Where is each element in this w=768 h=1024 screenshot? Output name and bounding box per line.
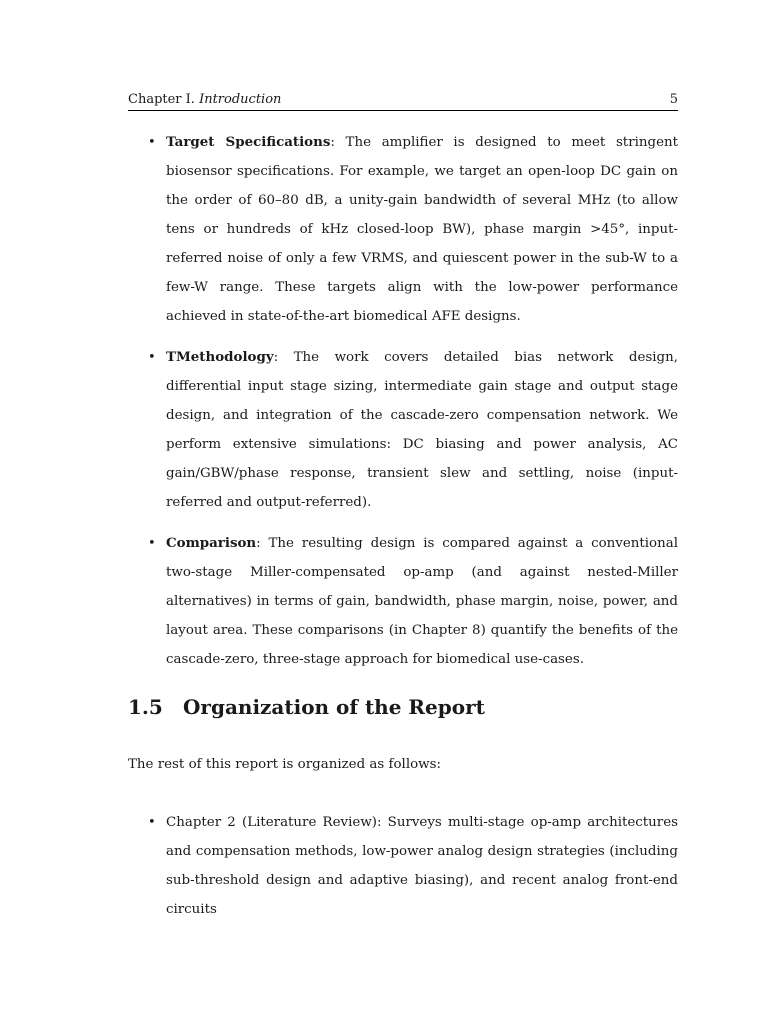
top-bullet-list — [128, 128, 678, 686]
bullet-icon: • — [148, 350, 156, 365]
bullet-text: : The work covers detailed bias network design, differential input stage sizing, intermediate gain stage and output stage design, and integration of the cascade-zero compensation network. We perform extensive simulations: DC biasing and power analysis, AC gain/GBW/phase response, transient slew and settling, noise (input-referred and output-referred). — [166, 350, 678, 510]
chapter-title: Introduction — [199, 92, 282, 107]
section-heading — [128, 693, 485, 721]
list-item — [128, 808, 678, 924]
section-title: Organization of the Report — [183, 695, 485, 719]
page-number: 5 — [669, 92, 678, 107]
bullet-text: Chapter 2 (Literature Review): Surveys multi-stage op-amp architectures and compensation methods, low-power analog design strategies (including sub-threshold design and adaptive biasing), and recent analog front-end circuits — [166, 815, 678, 917]
chapter-label: Chapter I. — [128, 92, 195, 107]
running-head — [128, 90, 281, 110]
bullet-icon: • — [148, 135, 156, 150]
page-header — [128, 90, 678, 111]
bullet-icon: • — [148, 536, 156, 551]
bottom-bullet-list — [128, 808, 678, 936]
bullet-text: : The resulting design is compared against a conventional two-stage Miller-compensated op-amp (and against nested-Miller alternatives) in terms of gain, bandwidth, phase margin, noise, power, and layout area. These comparisons (in Chapter 8) quantify the benefits of the cascade-zero, three-stage approach for biomedical use-cases. — [166, 536, 678, 667]
list-item — [128, 343, 678, 517]
intro-paragraph: The rest of this report is organized as follows: — [128, 757, 442, 772]
bullet-term: Target Specifications — [166, 134, 331, 150]
list-item — [128, 529, 678, 674]
bullet-term: TMethodology — [166, 349, 274, 365]
list-item — [128, 128, 678, 331]
section-number: 1.5 — [128, 695, 163, 719]
bullet-term: Comparison — [166, 535, 257, 551]
bullet-icon: • — [148, 815, 156, 830]
bullet-text: : The amplifier is designed to meet stringent biosensor specifications. For example, we target an open-loop DC gain on the order of 60–80 dB, a unity-gain bandwidth of several MHz (to allow tens or hundreds of kHz closed-loop BW), phase margin >45°, input-referred noise of only a few VRMS, and quiescent power in the sub-W to a few-W range. These targets align with the low-power performance achieved in state-of-the-art biomedical AFE designs. — [166, 135, 679, 324]
